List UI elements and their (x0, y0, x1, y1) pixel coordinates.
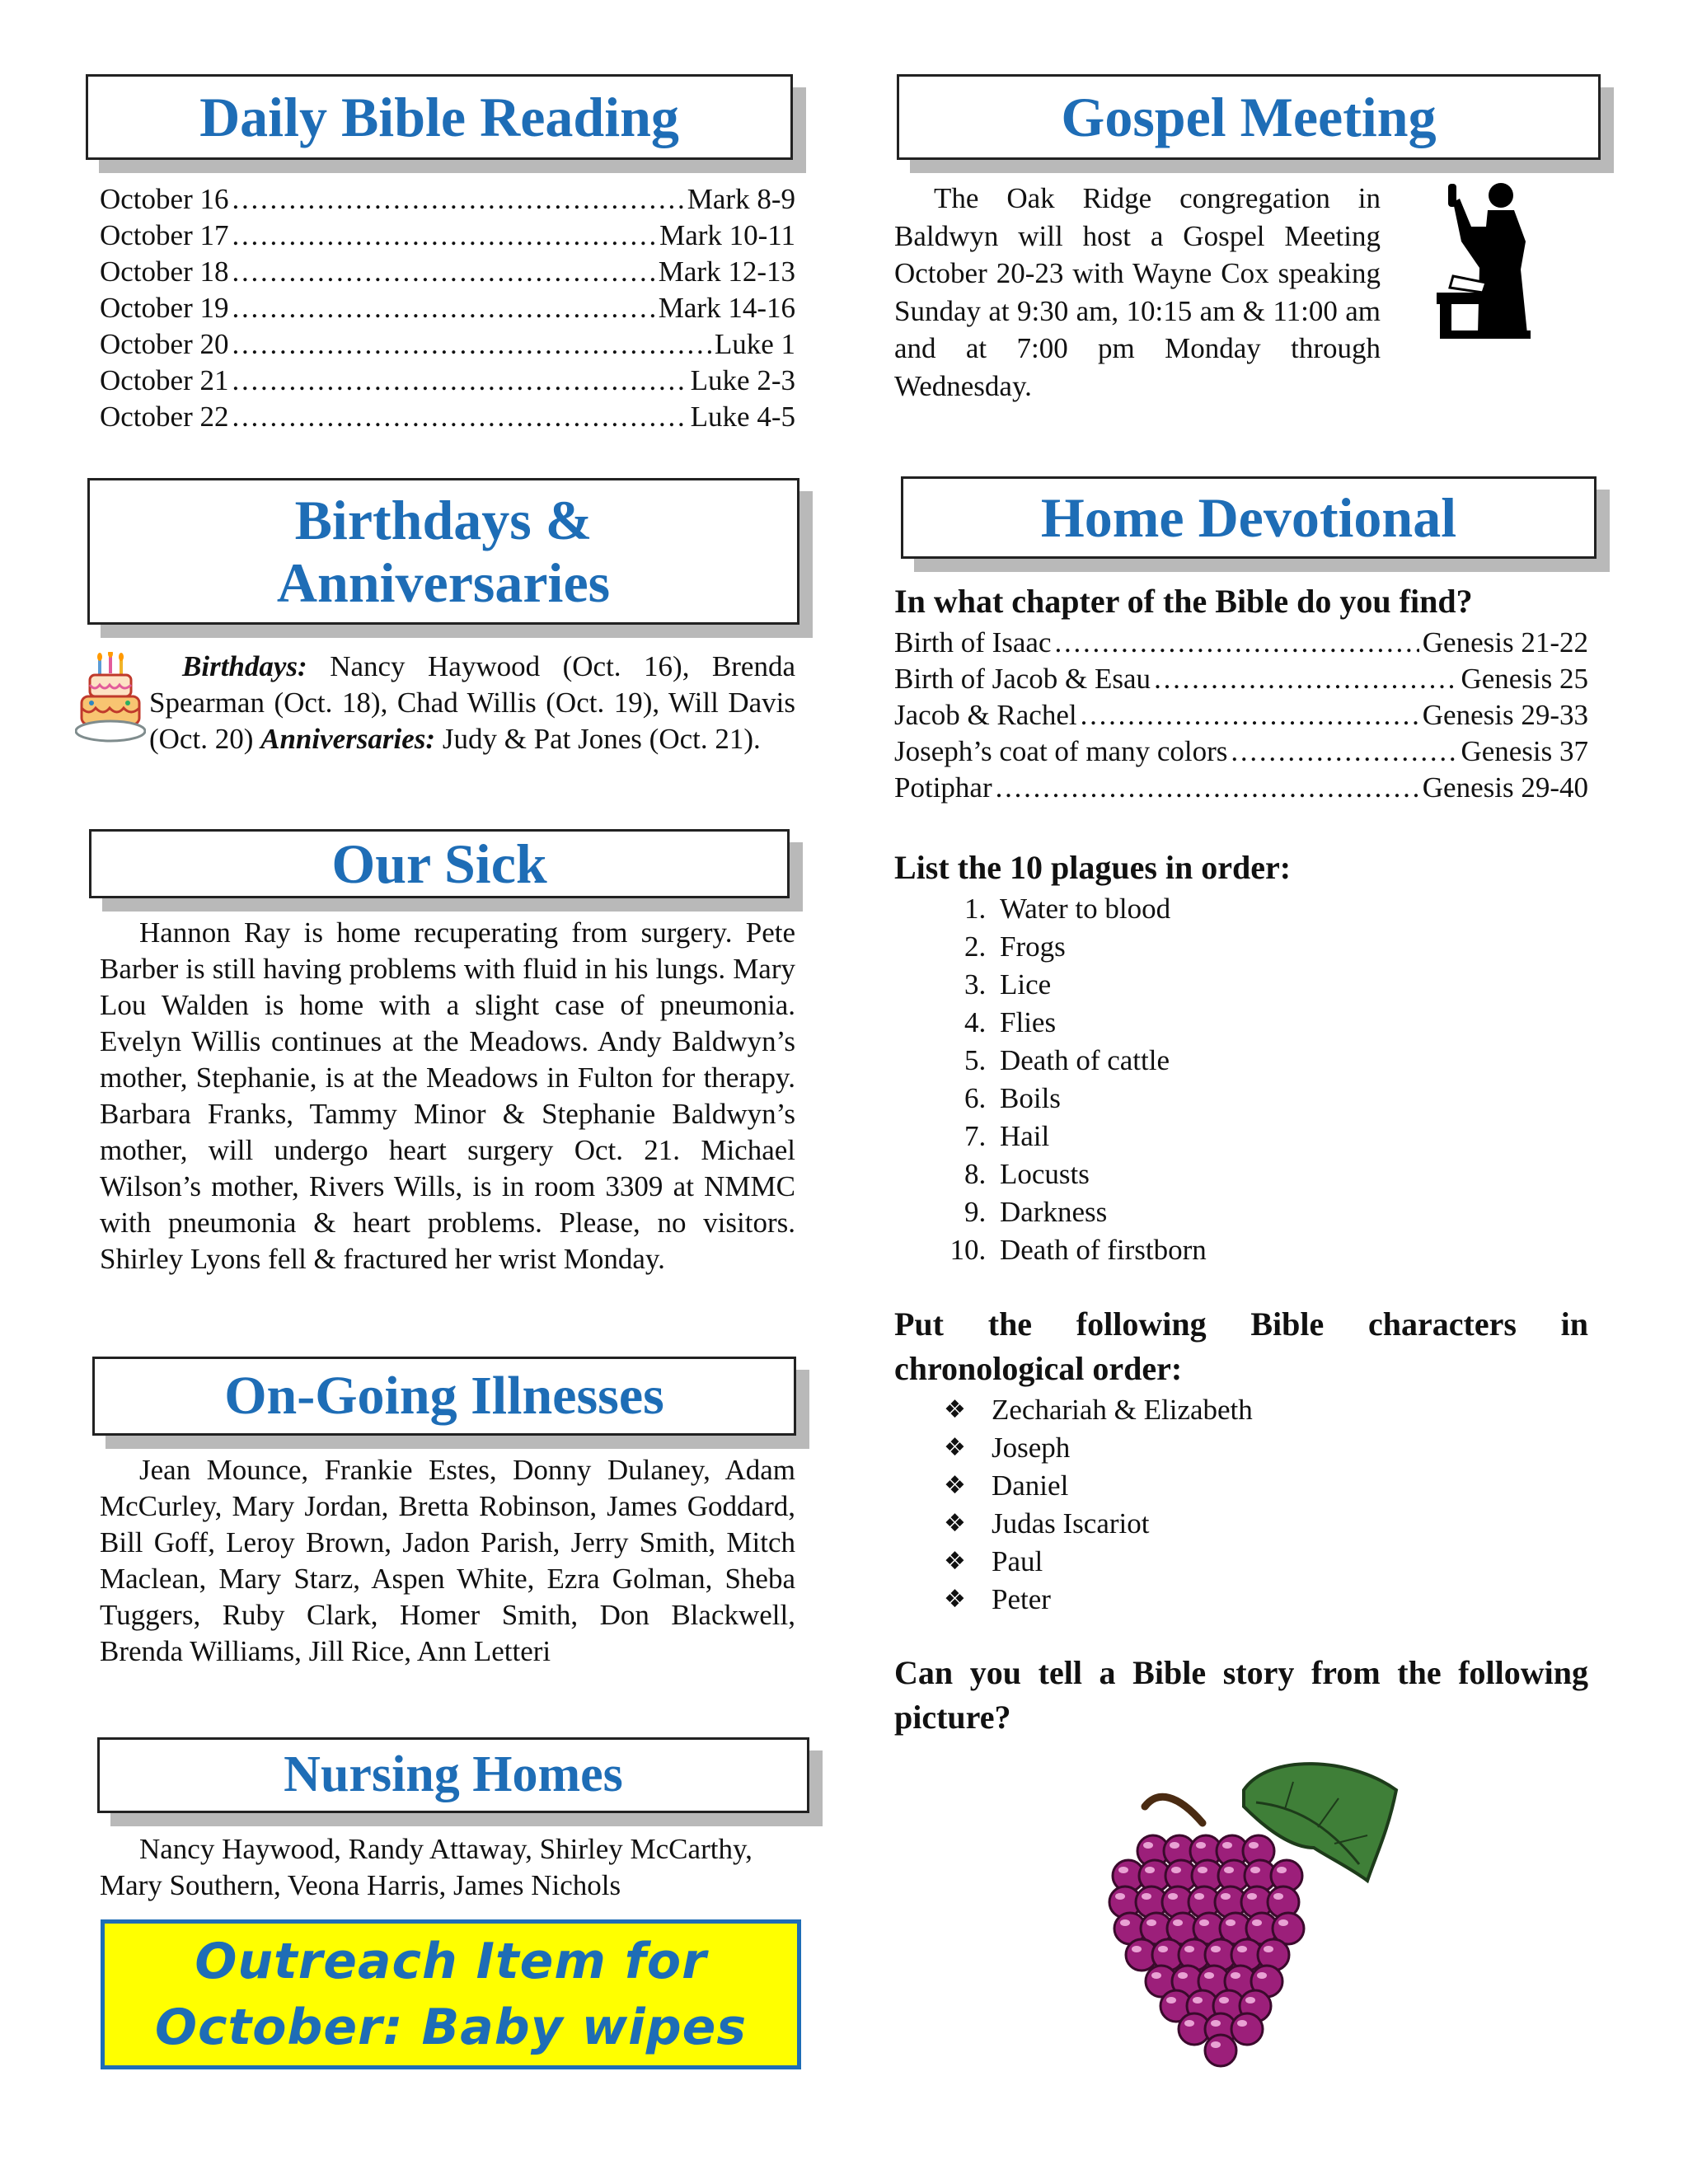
plague-item: 4. Flies (993, 1004, 1588, 1042)
birthdays-title-line1: Birthdays & (294, 488, 593, 551)
question-chapter: In what chapter of the Bible do you find? (894, 583, 1473, 620)
question-chronology: Put the following Bible characters in chronological order: (894, 1305, 1588, 1387)
devotional-q1-section (894, 579, 1588, 805)
reading-row-label: October 18 (100, 255, 229, 288)
character-name: Paul (992, 1545, 1043, 1577)
anniversaries-text: Judy & Pat Jones (Oct. 21). (442, 723, 761, 755)
diamond-bullet-icon: ❖ (944, 1395, 966, 1424)
character-item (944, 1581, 1588, 1619)
reading-row-label: October 22 (100, 401, 229, 433)
diamond-bullet-icon: ❖ (944, 1471, 966, 1500)
plague-item: 9. Darkness (993, 1193, 1588, 1231)
plague-item: 7. Hail (993, 1118, 1588, 1155)
devotional-header (901, 476, 1597, 559)
chapter-row-label: Birth of Jacob & Esau (894, 663, 1151, 695)
diamond-bullet-icon: ❖ (944, 1509, 966, 1538)
gospel-text: The Oak Ridge congregation in Baldwyn will host a Gospel Meeting October 20-23 with Wayne Cox speaking Sunday at 9:30 am, 10:15 am & 11:00 am and at 7:00 pm Monday through Wednesday. (894, 182, 1381, 402)
birthday-cake-icon (75, 652, 146, 748)
ongoing-title: On-Going Illnesses (224, 1366, 664, 1427)
character-item (944, 1505, 1588, 1543)
plague-item: 3. Lice (993, 966, 1588, 1004)
grapes-icon (1079, 1757, 1409, 2070)
reading-row-value: Mark 14-16 (658, 292, 795, 324)
reading-row-value: Luke 2-3 (690, 364, 795, 396)
question-plagues: List the 10 plagues in order: (894, 849, 1292, 886)
devotional-q2-section (894, 846, 1588, 1269)
ongoing-header (92, 1357, 796, 1436)
chapter-row-value: Genesis 37 (1461, 735, 1588, 767)
chapter-row-label: Potiphar (894, 771, 992, 804)
dot-leader (996, 769, 1419, 807)
birthdays-header (87, 478, 799, 625)
diamond-bullet-icon: ❖ (944, 1433, 966, 1462)
character-name: Joseph (992, 1432, 1071, 1464)
reading-row (100, 181, 795, 218)
reading-row (100, 326, 795, 363)
reading-row-value: Luke 1 (714, 328, 795, 360)
sick-header (89, 829, 790, 898)
ongoing-text: Jean Mounce, Frankie Estes, Donny Dulaney, Adam McCurley, Mary Jordan, Bretta Robinson, James Goddard, Bill Goff, Leroy Brown, Jadon Parish, Jerry Smith, Mitch Maclean, Mary Starz, Aspen White, Ezra Golman, Sheba Tuggers, Ruby Clark, Homer Smith, Don Blackwell, Brenda Williams, Jill Rice, Ann Letteri (100, 1454, 795, 1667)
character-list (894, 1391, 1588, 1619)
outreach-line1: Outreach Item for (195, 1933, 707, 1990)
reading-row-label: October 17 (100, 219, 229, 251)
dot-leader (232, 181, 683, 218)
daily-reading-header (86, 74, 793, 160)
gospel-title: Gospel Meeting (1061, 85, 1437, 148)
chapter-row (894, 660, 1588, 696)
chapter-row-value: Genesis 21-22 (1422, 626, 1588, 658)
character-item (944, 1467, 1588, 1505)
chapter-row (894, 733, 1588, 769)
chapter-row-label: Joseph’s coat of many colors (894, 735, 1228, 767)
character-name: Peter (992, 1583, 1051, 1615)
devotional-q4-section (894, 1651, 1588, 1740)
plague-item: 1. Water to blood (993, 890, 1588, 928)
chapter-row-value: Genesis 29-33 (1422, 699, 1588, 731)
reading-row-label: October 16 (100, 183, 229, 215)
dot-leader (232, 326, 710, 363)
dot-leader (232, 218, 656, 254)
dot-leader (232, 290, 654, 326)
character-name: Daniel (992, 1469, 1069, 1502)
reading-row-value: Luke 4-5 (690, 401, 795, 433)
dot-leader (232, 399, 687, 435)
chapter-row-value: Genesis 29-40 (1422, 771, 1588, 804)
reading-row-label: October 20 (100, 328, 229, 360)
dot-leader (232, 363, 687, 399)
birthdays-title (277, 489, 610, 614)
sick-text: Hannon Ray is home recuperating from surgery. Pete Barber is still having problems with fluid in his lungs. Mary Lou Walden is home with a slight case of pneumonia. Evelyn Willis continues at the Meadows. Andy Baldwyn’s mother, Stephanie, is at the Meadows in Fulton for therapy. Barbara Franks, Tammy Minor & Stephanie Baldwyn’s mother, will undergo heart surgery Oct. 21. Michael Wilson’s mother, Rivers Wills, is in room 3309 at NMMC with pneumonia & heart problems. Please, no visitors. Shirley Lyons fell & fractured her wrist Monday. (100, 916, 795, 1275)
plague-item: 2. Frogs (993, 928, 1588, 966)
grape (1231, 2013, 1263, 2045)
birthdays-text: Nancy Haywood (Oct. 16), Brenda Spearman (Oct. 18), Chad Willis (Oct. 19), Will Davis (Oct. 20) (149, 650, 795, 755)
character-name: Zechariah & Elizabeth (992, 1394, 1253, 1426)
chapter-row (894, 624, 1588, 660)
chapter-row (894, 769, 1588, 805)
chapter-row-label: Birth of Isaac (894, 626, 1052, 658)
nursing-title: Nursing Homes (284, 1746, 623, 1803)
question-picture: Can you tell a Bible story from the following picture? (894, 1654, 1588, 1736)
diamond-bullet-icon: ❖ (944, 1585, 966, 1614)
plague-item: 8. Locusts (993, 1155, 1588, 1193)
sick-title: Our Sick (331, 832, 547, 895)
plague-item: 10. Death of firstborn (993, 1231, 1588, 1269)
birthdays-section (100, 649, 795, 757)
character-name: Judas Iscariot (992, 1507, 1150, 1540)
devotional-q3-section (894, 1302, 1588, 1619)
dot-leader (1081, 696, 1419, 734)
dot-leader (1054, 624, 1418, 662)
devotional-title: Home Devotional (1040, 485, 1457, 549)
reading-row-value: Mark 12-13 (658, 255, 795, 288)
dot-leader (232, 254, 654, 290)
reading-row (100, 254, 795, 290)
chapter-row (894, 696, 1588, 733)
reading-row (100, 290, 795, 326)
character-item (944, 1543, 1588, 1581)
grape (1205, 2035, 1236, 2066)
daily-reading-list (100, 181, 795, 435)
reading-row-value: Mark 8-9 (687, 183, 795, 215)
diamond-bullet-icon: ❖ (944, 1547, 966, 1576)
outreach-line2: October: Baby wipes (154, 1999, 748, 2056)
chapter-list (894, 624, 1588, 805)
nursing-text: Nancy Haywood, Randy Attaway, Shirley McCarthy, Mary Southern, Veona Harris, James Nichols (100, 1833, 753, 1901)
reading-row-label: October 19 (100, 292, 229, 324)
character-item (944, 1391, 1588, 1429)
nursing-header (97, 1737, 809, 1813)
plague-item: 5. Death of cattle (993, 1042, 1588, 1080)
anniversaries-label: Anniversaries: (260, 723, 436, 755)
dot-leader (1154, 660, 1457, 698)
reading-row-label: October 21 (100, 364, 229, 396)
chapter-row-value: Genesis 25 (1461, 663, 1588, 695)
birthdays-title-line2: Anniversaries (276, 551, 611, 614)
preacher-silhouette-icon (1428, 177, 1560, 342)
chapter-row-label: Jacob & Rachel (894, 699, 1077, 731)
reading-row (100, 399, 795, 435)
character-item (944, 1429, 1588, 1467)
plague-item: 6. Boils (993, 1080, 1588, 1118)
dot-leader (1231, 733, 1457, 771)
daily-reading-title: Daily Bible Reading (199, 85, 679, 148)
reading-row (100, 218, 795, 254)
reading-row (100, 363, 795, 399)
plague-list (894, 890, 1588, 1269)
gospel-header (897, 74, 1601, 160)
reading-row-value: Mark 10-11 (659, 219, 795, 251)
birthdays-label: Birthdays: (182, 650, 307, 682)
outreach-box (101, 1919, 801, 2069)
